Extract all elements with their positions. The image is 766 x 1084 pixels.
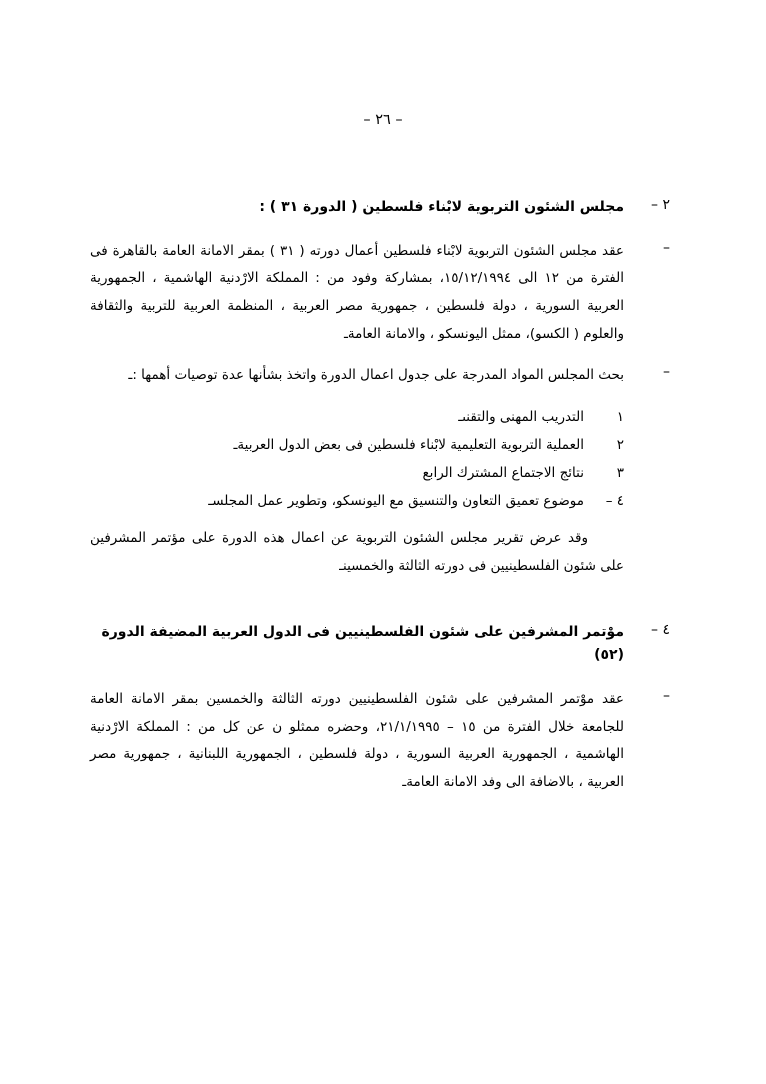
paragraph-marker: – <box>663 239 670 256</box>
section-marker: ٤ – <box>651 621 670 638</box>
paragraph-block <box>90 238 670 349</box>
list-item-number: ٢ <box>616 437 624 454</box>
list-item-number: ٣ <box>616 465 624 482</box>
paragraph-text: بحث المجلس المواد المدرجة على جدول اعمال الدورة واتخذ بشأنها عدة توصيات أهمها :ـ <box>128 367 624 384</box>
page-number: – ٢٦ – <box>363 112 403 128</box>
list-item-text: التدريب المهنى والتقنىـ <box>458 409 584 426</box>
page-content <box>90 196 670 811</box>
numbered-list <box>90 404 624 515</box>
list-item <box>90 432 624 459</box>
list-item-number: ٤ – <box>605 493 624 510</box>
list-item <box>90 460 624 487</box>
section-heading <box>90 621 670 669</box>
closing-text: وقد عرض تقرير مجلس الشئون التربوية عن اعمال هذه الدورة على مؤتمر المشرفين على شئون الفلسطينيين فى دورته الثالثة والخمسينـ <box>90 530 624 574</box>
section-closing-text <box>90 525 670 580</box>
list-item <box>90 404 624 431</box>
paragraph-text: عقد مجلس الشئون التربوية لابْناء فلسطين أعمال دورته ( ٣١ ) بمقر الامانة العامة بالقاهرة فى الفترة من ١٢ الى ١٥/١٢/١٩٩٤، بمشاركة وفود من : المملكة الارْدنية الهاشمية ، الجمهورية العربية السورية ، دولة فلسطين ، جمهورية مصر العربية ، المنظمة العربية للتربية والثقافة والعلوم ( الكسو)، ممثل اليونسكو ، والامانة العامةـ <box>90 242 624 342</box>
list-item-text: موضوع تعميق التعاون والتنسيق مع اليونسكو، وتطوير عمل المجلسـ <box>208 493 584 510</box>
paragraph-block <box>90 686 670 797</box>
paragraph-block <box>90 362 670 390</box>
list-item-text: العملية التربوية التعليمية لابْناء فلسطين فى بعض الدول العربيةـ <box>233 437 584 454</box>
list-item-number: ١ <box>616 409 624 426</box>
paragraph-marker: – <box>663 688 670 705</box>
paragraph-marker: – <box>663 364 670 381</box>
section-marker: ٢ – <box>651 197 670 213</box>
section-title: موْتمر المشرفين على شئون الفلسطينيين فى الدول العربية المضيفة الدورة (٥٢) <box>101 623 624 664</box>
section-title: مجلس الشئون التربوية لابْناء فلسطين ( الدورة ٣١ ) : <box>259 199 624 215</box>
list-item <box>90 488 624 515</box>
list-item-text: نتائج الاجتماع المشترك الرابع <box>422 465 584 482</box>
section-spacer <box>90 581 670 621</box>
numbered-list-wrapper <box>90 404 670 515</box>
section-heading <box>90 196 670 220</box>
paragraph-text: عقد موْتمر المشرفين على شئون الفلسطينيين دورته الثالثة والخمسين بمقر الامانة العامة للجامعة خلال الفترة من ١٥ – ٢١/١/١٩٩٥، وحضره ممثلو ن عن كل من : المملكة الارْدنية الهاشمية ، الجمهورية العربية السورية ، دولة فلسطين ، الجمهورية اللبنانية ، جمهورية مصر العربية ، بالاضافة الى وفد الامانة العامةـ <box>90 691 624 791</box>
